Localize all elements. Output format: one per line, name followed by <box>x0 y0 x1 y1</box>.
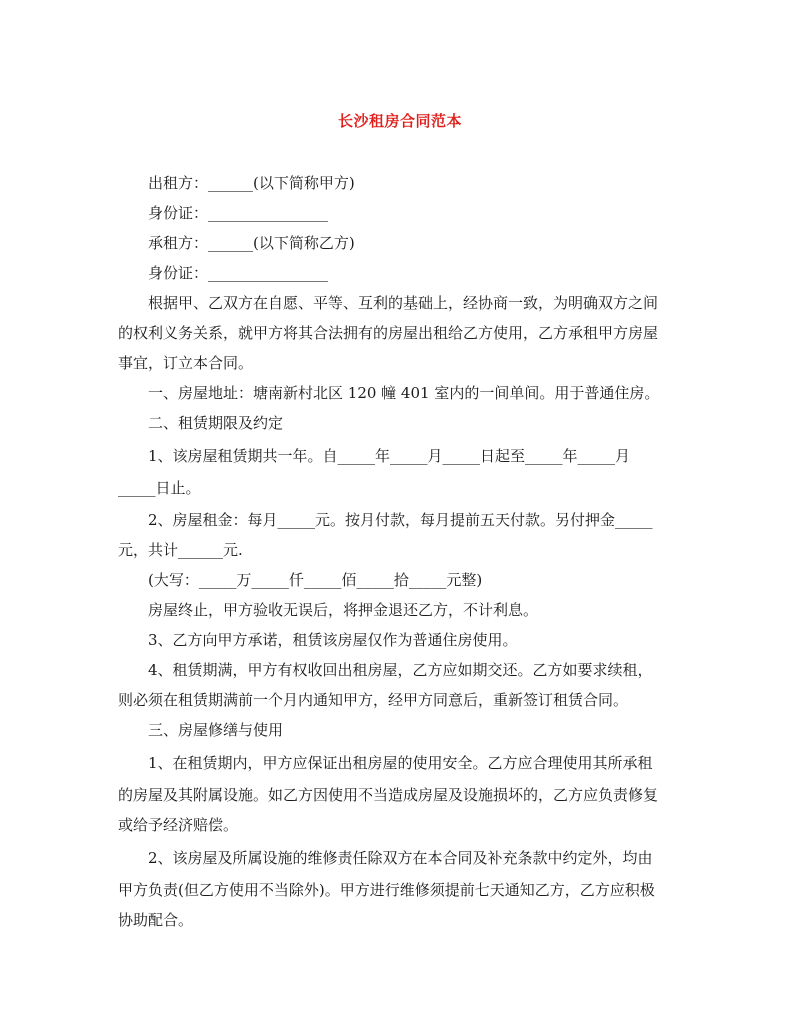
section-2-heading: 二、租赁期限及约定 <box>148 414 284 432</box>
clause-line: _____日止。 <box>118 479 201 497</box>
lessor-id-line: 身份证：________________ <box>148 204 329 222</box>
clause-line: 4、租赁期满，甲方有权收回出租房屋，乙方应如期交还。乙方如要求续租， <box>148 661 653 679</box>
lessor-line: 出租方：______(以下简称甲方) <box>148 174 355 192</box>
clause-line: 则必须在租赁期满前一个月内通知甲方，经甲方同意后，重新签订租赁合同。 <box>118 691 629 709</box>
clause-line: 2、该房屋及所属设施的维修责任除双方在本合同及补充条款中约定外，均由 <box>148 849 653 867</box>
preamble-line: 根据甲、乙双方在自愿、平等、互利的基础上，经协商一致，为明确双方之间 <box>148 294 659 312</box>
clause-line: 3、乙方向甲方承诺，租赁该房屋仅作为普通住房使用。 <box>148 631 518 649</box>
clause-line: 房屋终止，甲方验收无误后，将押金退还乙方，不计利息。 <box>148 601 539 619</box>
document-title: 长沙租房合同范本 <box>337 112 462 130</box>
section-3-heading: 三、房屋修缮与使用 <box>148 721 284 739</box>
clause-line: 1、该房屋租赁期共一年。自_____年_____月_____日起至_____年_____月 <box>148 447 631 465</box>
lessee-line: 承租方：______(以下简称乙方) <box>148 234 355 252</box>
clause-line: 或给予经济赔偿。 <box>118 816 239 834</box>
section-1-heading: 一、房屋地址：塘南新村北区 120 幢 401 室内的一间单间。用于普通住房。 <box>148 384 660 402</box>
clause-line: 2、房屋租金：每月_____元。按月付款，每月提前五天付款。另付押金_____ <box>148 511 653 529</box>
preamble-line: 的权利义务关系，就甲方将其合法拥有的房屋出租给乙方使用，乙方承租甲方房屋 <box>118 324 659 342</box>
clause-line: (大写：_____万_____仟_____佰_____拾_____元整) <box>148 571 483 589</box>
clause-line: 甲方负责(但乙方使用不当除外)。甲方进行维修须提前七天通知乙方，乙方应积极 <box>118 881 655 899</box>
preamble-line: 事宜，订立本合同。 <box>118 354 254 372</box>
clause-line: 协助配合。 <box>118 911 194 929</box>
clause-line: 的房屋及其附属设施。如乙方因使用不当造成房屋及设施损坏的，乙方应负责修复 <box>118 786 659 804</box>
clause-line: 1、在租赁期内，甲方应保证出租房屋的使用安全。乙方应合理使用其所承租 <box>148 754 653 772</box>
clause-line: 元，共计______元. <box>118 541 243 559</box>
lessee-id-line: 身份证：________________ <box>148 264 329 282</box>
